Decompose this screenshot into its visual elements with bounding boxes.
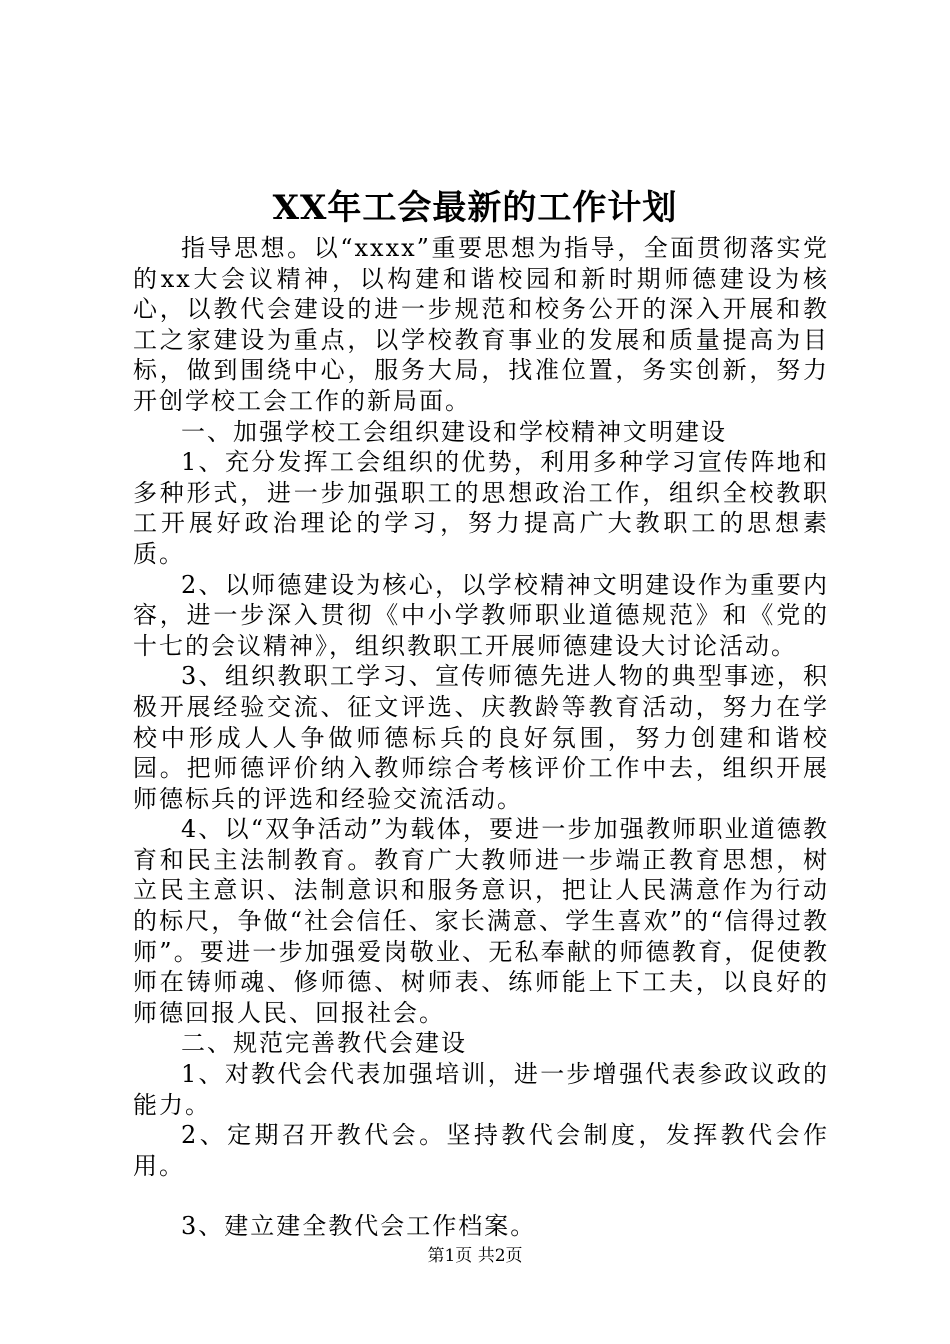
page-title: XX年工会最新的工作计划 xyxy=(272,188,678,228)
paragraph-item-2-2: 2、定期召开教代会。坚持教代会制度，发挥教代会作用。 xyxy=(133,1121,829,1180)
paragraph-item-1-3: 3、组织教职工学习、宣传师德先进人物的典型事迹，积极开展经验交流、征文评选、庆教龄等教育活动，努力在学校中形成人人争做师德标兵的良好氛围，努力创建和谐校园。把师德评价纳入教师综合考核评价工作中去，组织开展师德标兵的评选和经验交流活动。 xyxy=(133,662,829,813)
paragraph-item-1-2: 2、以师德建设为核心，以学校精神文明建设作为重要内容，进一步深入贯彻《中小学教师职业道德规范》和《党的十七的会议精神》，组织教职工开展师德建设大讨论活动。 xyxy=(133,570,829,660)
section-heading-2: 二、规范完善教代会建设 xyxy=(181,1029,467,1058)
section-heading-1: 一、加强学校工会组织建设和学校精神文明建设 xyxy=(181,417,727,446)
paragraph-item-1-4: 4、以“双争活动”为载体，要进一步加强教师职业道德教育和民主法制教育。教育广大教师进一步端正教育思想，树立民主意识、法制意识和服务意识，把让人民满意作为行动的标尺，争做“社会信任、家长满意、学生喜欢”的“信得过教师”。要进一步加强爱岗敬业、无私奉献的师德教育，促使教师在铸师魂、修师德、树师表、练师能上下工夫，以良好的师德回报人民、回报社会。 xyxy=(133,815,829,1027)
paragraph-item-1-1: 1、充分发挥工会组织的优势，利用多种学习宣传阵地和多种形式，进一步加强职工的思想政治工作，组织全校教职工开展好政治理论的学习，努力提高广大教职工的思想素质。 xyxy=(133,448,829,568)
paragraph-item-2-1: 1、对教代会代表加强培训，进一步增强代表参政议政的能力。 xyxy=(133,1060,829,1119)
paragraph-item-2-3: 3、建立建全教代会工作档案。 xyxy=(181,1212,537,1241)
document-body xyxy=(133,233,829,1242)
page-footer: 第1页 共2页 xyxy=(427,1246,523,1266)
paragraph-guiding-ideology: 指导思想。以“xxxx”重要思想为指导，全面贯彻落实党的xx大会议精神，以构建和谐校园和新时期师德建设为核心，以教代会建设的进一步规范和校务公开的深入开展和教工之家建设为重点，以学校教育事业的发展和质量提高为目标，做到围绕中心，服务大局，找准位置，务实创新，努力开创学校工会工作的新局面。 xyxy=(133,234,829,415)
